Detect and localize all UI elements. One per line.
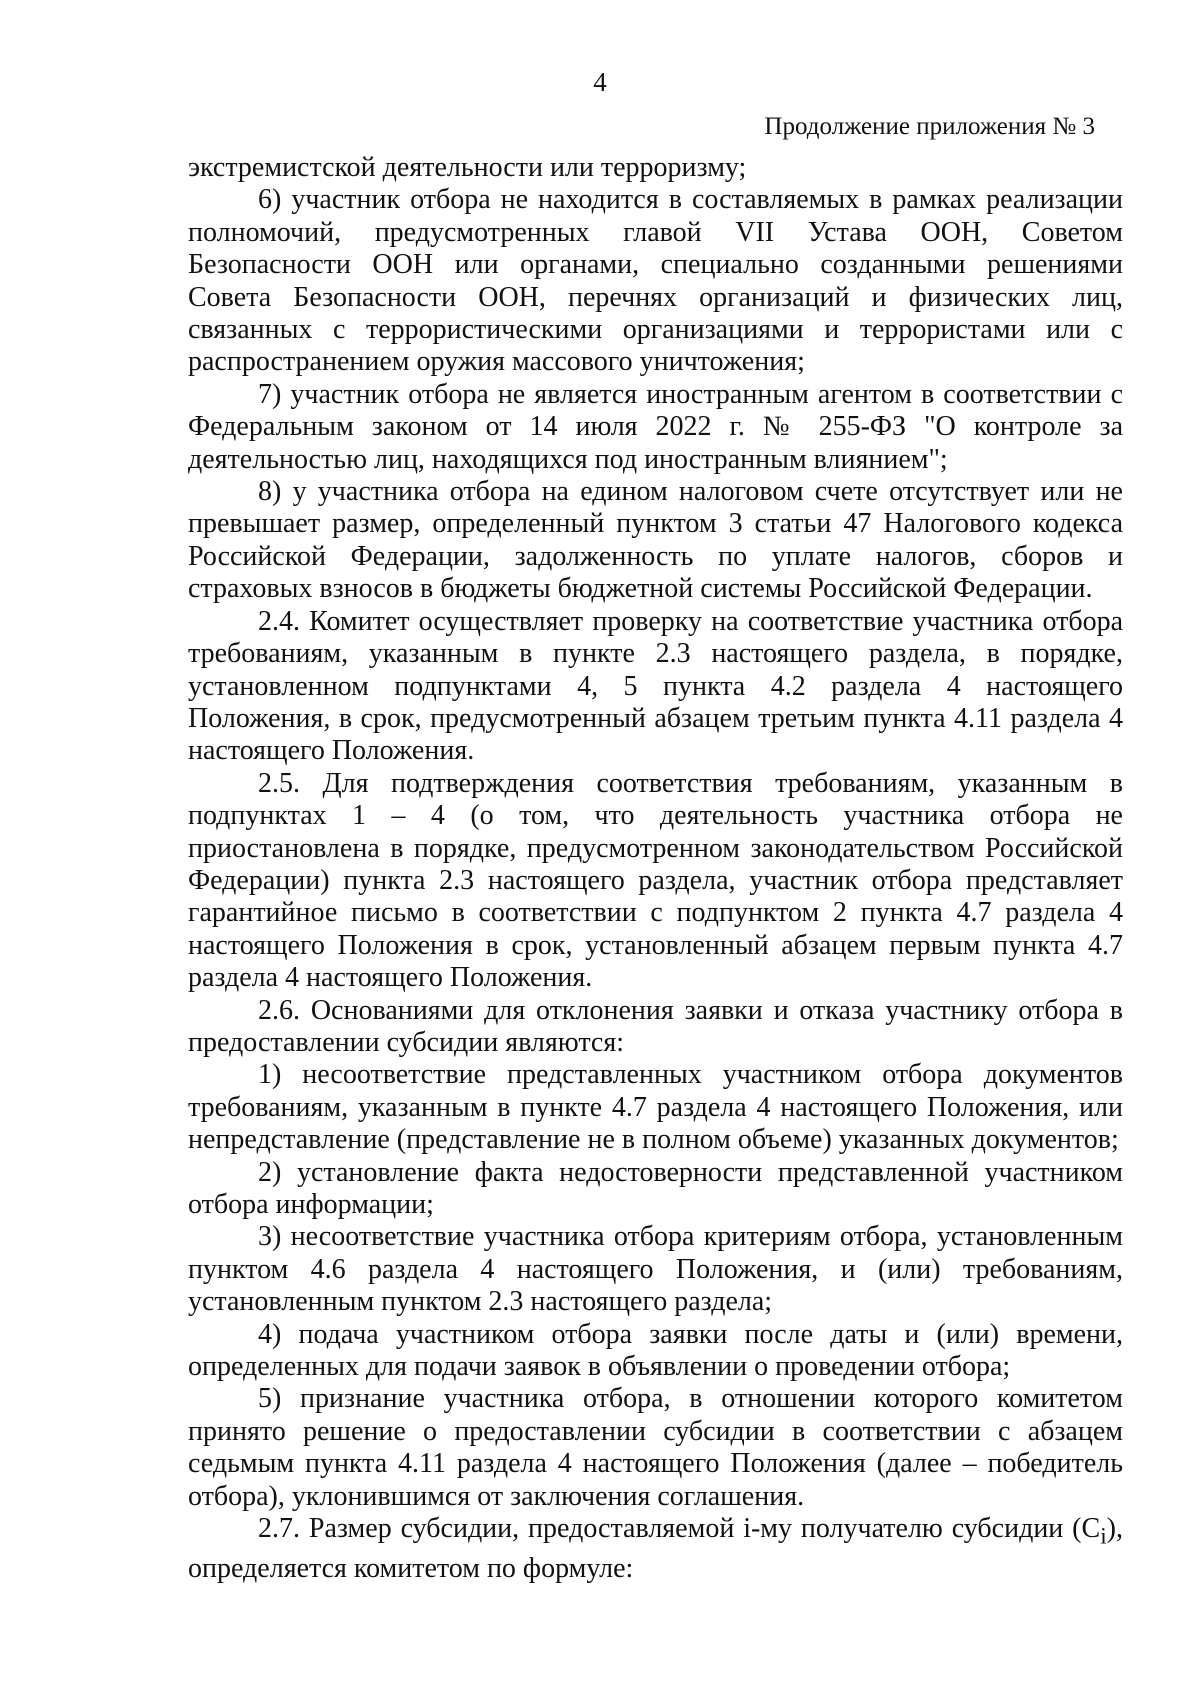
paragraph-item-6: 6) участник отбора не находится в составляемых в рамках реализации полномочий, предусмотренных главой VII Устава ООН, Советом Безопасности ООН или органами, специально созданными решениями Совета Безопасности ООН, перечнях организаций и физических лиц, связанных с террористическими организациями и террористами или с распространением оружия массового уничтожения; xyxy=(188,184,1123,378)
paragraph-section-2-7-start: 2.7. Размер субсидии, предоставляемой i-му получателю субсидии (C xyxy=(258,1513,1101,1545)
paragraph-item-8: 8) у участника отбора на едином налоговом счете отсутствует или не превышает размер, определенный пунктом 3 статьи 47 Налогового кодекса Российской Федерации, задолженность по уплате налогов, сборов и страховых взносов в бюджеты бюджетной системы Российской Федерации. xyxy=(188,476,1123,605)
paragraph-section-2-6: 2.6. Основаниями для отклонения заявки и отказа участнику отбора в предоставлении субсидии являются: xyxy=(188,994,1123,1058)
paragraph-reason-1: 1) несоответствие представленных участником отбора документов требованиям, указанным в пункте 4.7 раздела 4 настоящего Положения, или непредставление (представление не в полном объеме) указанных документов; xyxy=(188,1059,1123,1156)
page-number: 4 xyxy=(593,67,607,97)
appendix-continuation-note: Продолжение приложения № 3 xyxy=(764,113,1095,140)
paragraph-continuation: экстремистской деятельности или терроризму; xyxy=(188,152,747,183)
paragraph-reason-3: 3) несоответствие участника отбора критериям отбора, установленным пунктом 4.6 раздела 4 настоящего Положения, и (или) требованиям, установленным пунктом 2.3 настоящего раздела; xyxy=(188,1221,1123,1318)
paragraph-section-2-7 xyxy=(188,1513,1123,1585)
paragraph-item-7: 7) участник отбора не является иностранным агентом в соответствии с Федеральным законом от 14 июля 2022 г. № 255-ФЗ "О контроле за деятельностью лиц, находящихся под иностранным влиянием"; xyxy=(188,378,1123,475)
paragraph-section-2-4: 2.4. Комитет осуществляет проверку на соответствие участника отбора требованиям, указанным в пункте 2.3 настоящего раздела, в порядке, установленном подпунктами 4, 5 пункта 4.2 раздела 4 настоящего Положения, в срок, предусмотренный абзацем третьим пункта 4.11 раздела 4 настоящего Положения. xyxy=(188,605,1123,767)
paragraph-reason-4: 4) подача участником отбора заявки после даты и (или) времени, определенных для подачи заявок в объявлении о проведении отбора; xyxy=(188,1318,1123,1383)
paragraph-reason-5: 5) признание участника отбора, в отношении которого комитетом принято решение о предоставлении субсидии в соответствии с абзацем седьмым пункта 4.11 раздела 4 настоящего Положения (далее – победитель отбора), уклонившимся от заключения соглашения. xyxy=(188,1383,1123,1512)
document-body xyxy=(188,152,1123,1585)
paragraph-section-2-7-end: ), определяется комитетом по формуле: xyxy=(188,1513,1123,1585)
paragraph-section-2-5: 2.5. Для подтверждения соответствия требованиям, указанным в подпунктах 1 – 4 (о том, что деятельность участника отбора не приостановлена в порядке, предусмотренном законодательством Российской Федерации) пункта 2.3 настоящего раздела, участник отбора представляет гарантийное письмо в соответствии с подпунктом 2 пункта 4.7 раздела 4 настоящего Положения в срок, установленный абзацем первым пункта 4.7 раздела 4 настоящего Положения. xyxy=(188,767,1123,994)
paragraph-reason-2: 2) установление факта недостоверности представленной участником отбора информации; xyxy=(188,1156,1123,1220)
subscript-i: i xyxy=(1100,1523,1107,1550)
